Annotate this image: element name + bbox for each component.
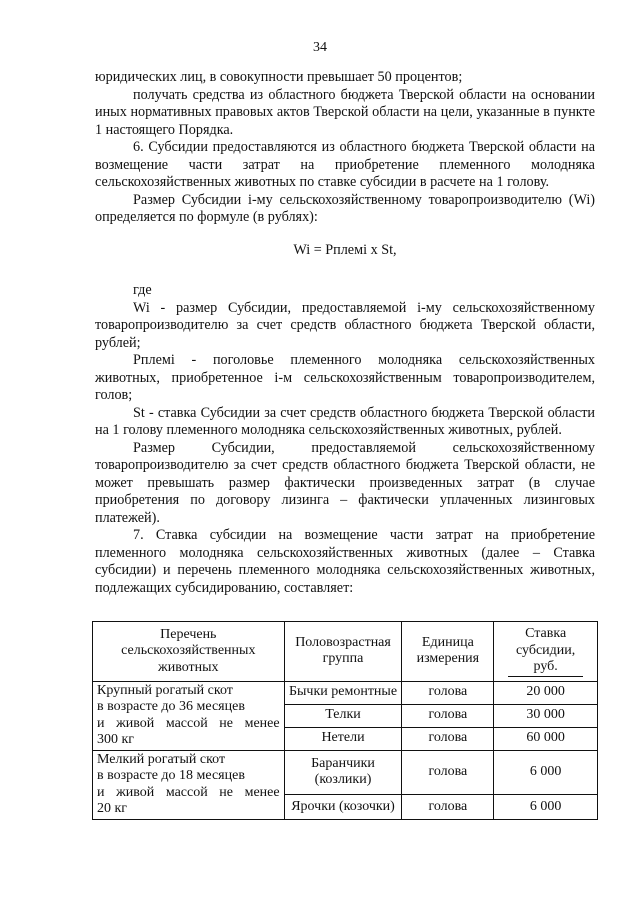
header-rate-label: Ставка субсидии,	[515, 626, 576, 658]
header-rate-unit: руб.	[508, 659, 583, 677]
definition-wi: Wi - размер Субсидии, предоставляемой i-му сельскохозяйственному товаропроизводителю за счет средств областного бюджета Тверской области, рублей;	[95, 299, 595, 351]
paragraph-legal-entities: юридических лиц, в совокупности превышает 50 процентов;	[95, 69, 463, 85]
category-line: и живой массой не менее	[97, 784, 280, 800]
category-line: 300 кг	[97, 732, 135, 747]
category-line: в возрасте до 36 месяцев	[97, 699, 245, 714]
header-unit: Единица измерения	[402, 622, 494, 682]
paragraph-other-funds: получать средства из областного бюджета Тверской области на основании иных нормативных правовых актов Тверской области на цели, указанные в пункте 1 настоящего Порядка.	[95, 86, 595, 138]
table-row	[93, 681, 598, 704]
rate-cell: 60 000	[494, 727, 598, 750]
age-group-cell: Бычки ремонтные	[284, 681, 402, 704]
definition-pplem: Pплемi - поголовье племенного молодняка сельскохозяйственных животных, приобретенное i-м сельскохозяйственным товаропроизводителем, голов;	[95, 352, 595, 403]
paragraph-subsidy-size: Размер Субсидии i-му сельскохозяйственному товаропроизводителю (Wi) определяется по формуле (в рублях):	[95, 191, 595, 225]
age-group-cell: Баранчики (козлики)	[284, 750, 402, 795]
paragraph-section-6: 6. Субсидии предоставляются из областного бюджета Тверской области на возмещение части затрат на приобретение племенного молодняка сельскохозяйственных животных по ставке субсидии в расчете на 1 голову.	[95, 139, 595, 190]
category-small-livestock	[93, 750, 285, 819]
table-header-row	[93, 622, 598, 682]
age-group-cell: Нетели	[284, 727, 402, 750]
paragraph-section-7: 7. Ставка субсидии на возмещение части затрат на приобретение племенного молодняка сельскохозяйственных животных (далее – Ставка субсидии) и перечень племенного молодняка сельскохозяйственных животных, подлежащих субсидированию, составляет:	[95, 527, 595, 596]
category-line: и живой массой не менее	[97, 715, 280, 731]
category-line: Мелкий рогатый скот	[97, 751, 226, 767]
age-group-cell: Ярочки (козочки)	[284, 795, 402, 819]
table-row	[93, 750, 598, 795]
definition-st: St - ставка Субсидии за счет средств областного бюджета Тверской области на 1 голову племенного молодняка сельскохозяйственных животных, рублей.	[95, 404, 595, 438]
unit-cell: голова	[402, 795, 494, 819]
formula: Wi = Pплемi x St,	[293, 241, 397, 258]
unit-cell: голова	[402, 681, 494, 704]
paragraph-where: где	[133, 282, 152, 298]
rate-cell: 30 000	[494, 704, 598, 727]
unit-cell: голова	[402, 727, 494, 750]
header-age-group: Половозрастная группа	[284, 622, 402, 682]
rate-cell: 20 000	[494, 681, 598, 704]
category-cattle	[93, 681, 285, 750]
document-body	[95, 69, 595, 597]
subsidy-rate-table	[92, 621, 598, 820]
category-line: 20 кг	[97, 801, 128, 816]
header-rate	[494, 622, 598, 682]
page-number: 34	[313, 40, 327, 55]
category-line: в возрасте до 18 месяцев	[97, 768, 245, 783]
rate-cell: 6 000	[494, 750, 598, 795]
rate-cell: 6 000	[494, 795, 598, 819]
category-line: Крупный рогатый скот	[97, 682, 233, 698]
age-group-cell: Телки	[284, 704, 402, 727]
unit-cell: голова	[402, 704, 494, 727]
header-animal-list: Перечень сельскохозяйственных животных	[93, 622, 285, 682]
unit-cell: голова	[402, 750, 494, 795]
paragraph-subsidy-limit: Размер Субсидии, предоставляемой сельскохозяйственному товаропроизводителю за счет средств областного бюджета Тверской области, не может превышать размер фактически произведенных затрат (в случае приобретения по договору лизинга – фактически уплаченных лизинговых платежей).	[95, 439, 595, 526]
